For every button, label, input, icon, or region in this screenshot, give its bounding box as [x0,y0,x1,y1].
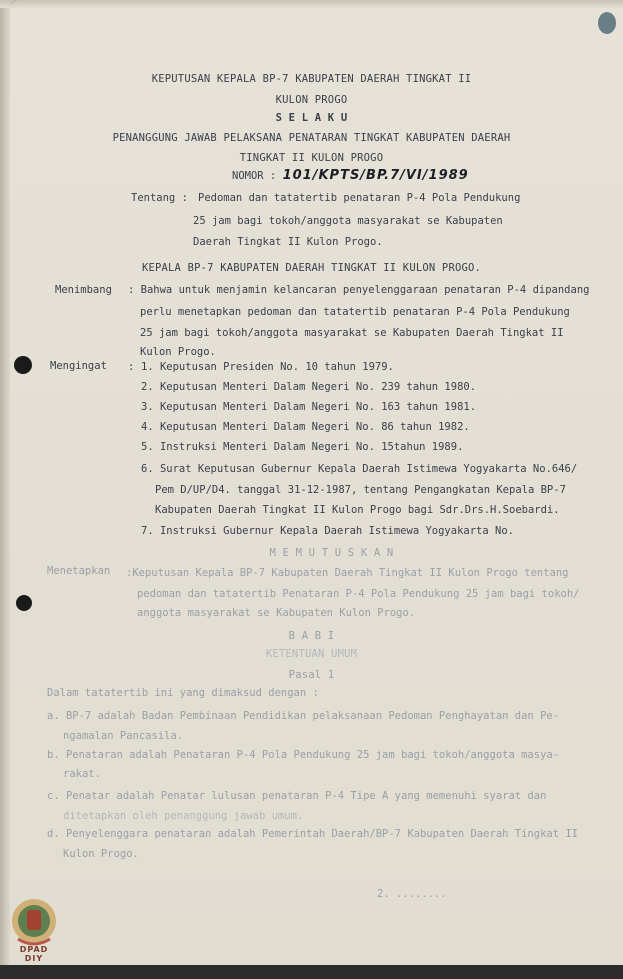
tentang-label: Tentang : [131,192,188,204]
definition-b: b. Penataran adalah Penataran P-4 Pola Pendukung 25 jam bagi tokoh/anggota masya- [47,749,560,761]
watermark-text [12,945,56,963]
menetapkan-line-1: :Keputusan Kepala BP-7 Kabupaten Daerah Tingkat II Kulon Progo tentang [126,567,569,579]
definition-b-cont: rakat. [63,768,101,780]
mengingat-item-5: 5. Instruksi Menteri Dalam Negeri No. 15tahun 1989. [141,441,464,453]
header-line-5: TINGKAT II KULON PROGO [239,152,384,164]
definition-c: c. Penatar adalah Penatar lulusan penataran P-4 Tipe A yang memenuhi syarat dan [47,790,547,802]
bab-title: B A B I [288,630,335,642]
watermark-line-1: DPAD [19,945,49,954]
header-line-3: S E L A K U [275,112,348,124]
mengingat-item-6: 6. Surat Keputusan Gubernur Kepala Daerah Istimewa Yogyakarta No.646/ [141,463,578,475]
menimbang-line-1: : Bahwa untuk menjamin kelancaran penyelenggaraan penataran P-4 dipandang [128,284,590,296]
definition-d-cont: Kulon Progo. [63,848,139,860]
punch-hole-bottom [16,595,32,611]
definitions-intro: Dalam tatatertib ini yang dimaksud dengan : [47,687,319,699]
issuer-line: KEPALA BP-7 KABUPATEN DAERAH TINGKAT II KULON PROGO. [141,262,482,274]
menetapkan-line-2: pedoman dan tatatertib Penataran P-4 Pola Pendukung 25 jam bagi tokoh/ [137,588,580,600]
mengingat-item-2: 2. Keputusan Menteri Dalam Negeri No. 239 tahun 1980. [141,381,477,393]
menimbang-label: Menimbang [55,284,112,296]
definition-c-cont: ditetapkan oleh penanggung jawab umum. [63,810,304,822]
header-line-4: PENANGGUNG JAWAB PELAKSANA PENATARAN TINGKAT KABUPATEN DAERAH [112,132,511,144]
page-edge-left [0,0,10,979]
tentang-line-2: 25 jam bagi tokoh/anggota masyarakat se Kabupaten [193,215,503,227]
tentang-line-1: Pedoman dan tatatertib penataran P-4 Pola Pendukung [198,192,521,204]
menetapkan-line-3: anggota masyarakat se Kabupaten Kulon Progo. [137,607,416,619]
page-edge-top [0,0,623,8]
mengingat-item-6-cont-2: Kabupaten Daerah Tingkat II Kulon Progo bagi Sdr.Drs.H.Soebardi. [155,504,560,516]
mengingat-item-7: 7. Instruksi Gubernur Kepala Daerah Istimewa Yogyakarta No. [141,525,514,537]
mengingat-item-1: 1. Keputusan Presiden No. 10 tahun 1979. [141,361,394,373]
menimbang-line-4: Kulon Progo. [140,346,216,358]
menetapkan-label: Menetapkan [47,565,111,577]
pasal-heading: Pasal 1 [288,669,335,681]
bab-subtitle: KETENTUAN UMUM [265,648,358,660]
nomor-label: NOMOR : [232,170,277,182]
definition-a: a. BP-7 adalah Badan Pembinaan Pendidikan pelaksanaan Pedoman Penghayatan dan Pe- [47,710,560,722]
mengingat-item-4: 4. Keputusan Menteri Dalam Negeri No. 86 tahun 1982. [141,421,470,433]
page-continuation: 2. ........ [377,888,447,900]
memutuskan-heading: M E M U T U S K A N [269,547,394,559]
mengingat-colon: : [128,361,135,373]
header-line-1: KEPUTUSAN KEPALA BP-7 KABUPATEN DAERAH TINGKAT II [151,73,472,85]
mengingat-item-3: 3. Keputusan Menteri Dalam Negeri No. 163 tahun 1981. [141,401,477,413]
punch-hole-top [14,356,32,374]
mengingat-label: Mengingat [50,360,107,372]
definition-d: d. Penyelenggara penataran adalah Pemerintah Daerah/BP-7 Kabupaten Daerah Tingkat II [47,828,579,840]
menimbang-line-2: perlu menetapkan pedoman dan tatatertib penataran P-4 Pola Pendukung [140,306,570,318]
nomor-value: 101/KPTS/BP.7/VI/1989 [282,168,469,183]
menimbang-line-3: 25 jam bagi tokoh/anggota masyarakat se Kabupaten Daerah Tingkat II [140,327,564,339]
nomor-row [232,168,469,183]
tentang-line-3: Daerah Tingkat II Kulon Progo. [193,236,383,248]
mengingat-item-6-cont-1: Pem D/UP/D4. tanggal 31-12-1987, tentang Pengangkatan Kepala BP-7 [155,484,566,496]
page-edge-bottom [0,965,623,979]
definition-a-cont: ngamalan Pancasila. [63,730,184,742]
header-line-2: KULON PROGO [275,94,348,106]
watermark-line-2: DIY [24,954,44,963]
ink-stain [598,12,616,34]
